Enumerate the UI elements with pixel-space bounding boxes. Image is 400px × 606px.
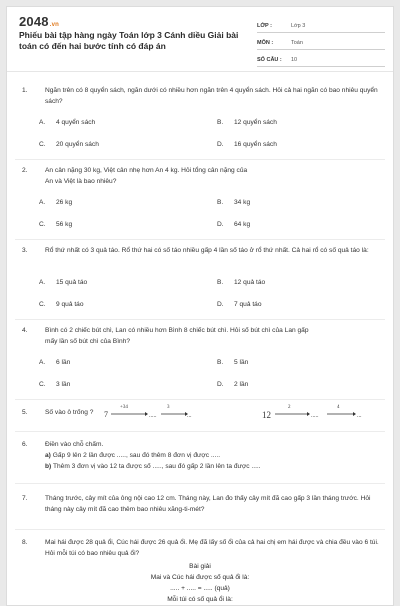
question-text: Ngăn trên có 8 quyển sách, ngăn dưới có nhiều hơn ngăn trên 4 quyển sách. Hỏi cả hai ngăn có bao nhiêu quyển sách? [45, 87, 378, 105]
worksheet-header [7, 7, 393, 69]
option-d[interactable]: D. 16 quyển sách [217, 141, 277, 148]
site-logo[interactable]: 2048.vn [19, 14, 60, 29]
option-d[interactable]: D. 64 kg [217, 221, 251, 228]
chain-operation-1: 2 [288, 405, 291, 410]
chain-start-value: 12 [262, 410, 271, 420]
arrow-chain-left [103, 403, 193, 423]
option-c[interactable]: C. 9 quả táo [39, 301, 84, 308]
option-b[interactable]: B. 5 lần [217, 359, 249, 366]
option-c[interactable]: C. 20 quyển sách [39, 141, 99, 148]
question-divider [15, 239, 385, 240]
solution-line-1: Mai và Cúc hái được số quả ổi là: [150, 574, 250, 581]
meta-question-count: SỐ CÂU : 10 [257, 53, 385, 67]
meta-subject: MÔN : Toán [257, 36, 385, 50]
question-text: Bình có 2 chiếc bút chì, Lan có nhiều hơn Bình 8 chiếc bút chì. Hỏi số bút chì của Lan gấp mấy lần số bút chì của Bình? [45, 327, 309, 345]
option-b[interactable]: B. 12 quả táo [217, 279, 266, 286]
question-divider [15, 159, 385, 160]
arrow-chain-right [261, 403, 371, 423]
option-a[interactable]: A. 26 kg [39, 199, 73, 206]
question-divider [15, 431, 385, 432]
chain-operation-2: 4 [337, 405, 340, 410]
option-a[interactable]: A. 15 quả táo [39, 279, 88, 286]
question-text: An cân nặng 30 kg, Việt cân nhẹ hơn An 4 kg. Hỏi tổng cân nặng của An và Việt là bao nhiêu? [45, 167, 248, 185]
question-divider [15, 483, 385, 484]
question-text: Rổ thứ nhất có 3 quả táo. Rổ thứ hai có số táo nhiều gấp 4 lần số táo ở rổ thứ nhất. Cả hai rổ có số quả táo là: [45, 247, 369, 254]
arrowhead-icon [145, 412, 148, 416]
option-b[interactable]: B. 34 kg [217, 199, 251, 206]
chain-operation-2: 3 [167, 405, 170, 410]
solution-title: Bài giải [189, 563, 211, 570]
header-divider [7, 71, 393, 72]
solution-line-3: Mỗi túi có số quả ổi là: [167, 596, 233, 603]
solution-line-2[interactable]: ..... + ..... = ..... (quả) [170, 585, 230, 592]
option-c[interactable]: C. 3 lần [39, 381, 71, 388]
option-d[interactable]: D. 7 quả táo [217, 301, 262, 308]
question-divider [15, 529, 385, 530]
blank-box[interactable]: ..... [149, 413, 157, 419]
meta-class: LỚP : Lớp 3 [257, 19, 385, 33]
option-b[interactable]: B. 12 quyển sách [217, 119, 277, 126]
chain-start-value: 7 [104, 410, 108, 419]
option-d[interactable]: D. 2 lần [217, 381, 249, 388]
worksheet-meta [257, 19, 385, 70]
worksheet-title: Phiếu bài tập hàng ngày Toán lớp 3 Cánh diều Giải bài toán có đến hai bước tính có đáp án [19, 30, 239, 51]
question-divider [15, 399, 385, 400]
option-a[interactable]: A. 4 quyển sách [39, 119, 96, 126]
question-text: Mai hái được 28 quả ổi, Cúc hái được 26 quả ổi. Mẹ đã lấy số ổi của cả hai chị em hái được và chia đều vào 6 túi. Hỏi mỗi túi có bao nhiêu quả ổi? [45, 539, 379, 557]
question-text: Điền vào chỗ chấm. [45, 441, 104, 448]
worksheet-page: 2048.vn Phiếu bài tập hàng ngày Toán lớp 3 Cánh diều Giải bài toán có đến hai bước tính có đáp án LỚP : Lớp 3 MÔN : Toán SỐ CÂU : 10 1. Ngăn trên có 8 quyển sách, ngăn dưới có nhiều hơn ngăn trên 4 quyển sách. Hỏi cả hai ngăn có bao nhiêu quyển sách? A. 4 quyển sách B. 12 quyển sách C. 20 quyển sách D. 16 quyển sách 2. An cân nặng 30 kg, Việt cân nhẹ hơn An 4 kg. Hỏi tổng cân nặng của An và Việt là bao nhiêu? A. 26 kg B. 34 kg C. 56 kg D. 64 kg 3. Rổ thứ nhất có 3 quả táo. Rổ thứ hai có số táo nhiều gấp 4 lần số táo ở rổ thứ nhất. Cả hai rổ có số quả táo là: A. 15 quả táo B. 12 quả táo C. 9 quả táo D. 7 quả táo 4. Bình có 2 chiếc bút chì, Lan có nhiều hơn Bình 8 chiếc bút chì. Hỏi số bút chì của Lan gấp mấy lần số bút chì của Bình? A. 6 lần B. 5 lần C. 3 lần D. 2 lần 5. Số vào ô trống ? 7 +34 ..... 3 ... 12 2 ..... 4 ... 6. Điền vào chỗ chấm. a) Gấp 9 lên 2 lần được ....., sau đó thêm 8 đơn vị được ..... b) Thêm 3 đơn vị vào 12 ta được số ....., sau đó gấp 2 lần lên ta được ..... 7. Tháng trước, cây mít của ông nội cao 12 cm. Tháng này, Lan đo thấy cây mít đã cao gấp 3 lần tháng trước. Hỏi tháng này cây mít đã cao thêm bao nhiêu xăng-ti-mét? 8. Mai hái được 28 quả ổi, Cúc hái được 26 quả ổi. Mẹ đã lấy số ổi của cả hai chị em hái được và chia đều vào 6 túi. Hỏi mỗi túi có bao nhiêu quả ổi? Bài giải Mai và Cúc hái được số quả ổi là: ..... + ..... = ..... (quả) Mỗi túi có số quả ổi là: [6, 6, 394, 606]
blank-box[interactable]: ... [357, 413, 362, 419]
blank-box[interactable]: ..... [311, 413, 319, 419]
blank-box[interactable]: ... [187, 413, 192, 419]
option-c[interactable]: C. 56 kg [39, 221, 73, 228]
question-divider [15, 319, 385, 320]
arrowhead-icon [307, 412, 310, 416]
chain-operation-1: +34 [120, 405, 128, 410]
option-a[interactable]: A. 6 lần [39, 359, 71, 366]
question-text: Số vào ô trống ? [45, 409, 94, 416]
arrowhead-icon [353, 412, 356, 416]
question-text: Tháng trước, cây mít của ông nội cao 12 cm. Tháng này, Lan đo thấy cây mít đã cao gấp 3 lần tháng trước. Hỏi tháng này cây mít đã cao thêm bao nhiêu xăng-ti-mét? [45, 495, 371, 513]
